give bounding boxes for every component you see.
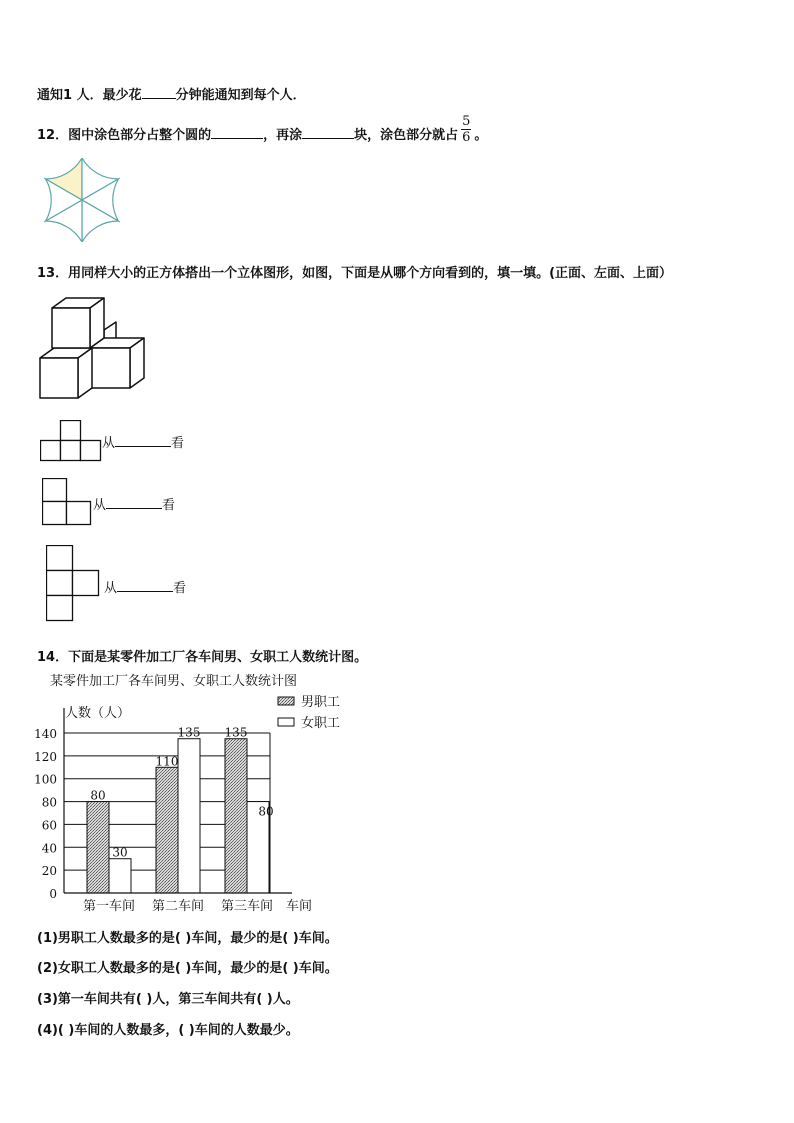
q14-text: 下面是某零件加工厂各车间男、女职工人数统计图。 (68, 650, 368, 665)
y-tick-label: 120 (34, 749, 57, 764)
view-1-blank[interactable] (115, 434, 171, 447)
view-2-suffix: 看 (162, 498, 176, 513)
view-2-blank[interactable] (106, 496, 162, 509)
q13-text: 用同样大小的正方体搭出一个立体图形，如图，下面是从哪个方向看到的，填一填。(正面、左面、上面） (68, 266, 673, 281)
view-3-label (104, 577, 186, 596)
q14-sub-3: (3)第一车间共有( )人，第三车间共有( )人。 (37, 992, 299, 1007)
y-tick-label: 80 (41, 795, 57, 810)
view-3-blank[interactable] (117, 579, 173, 592)
fraction-numerator: 5 (462, 114, 471, 129)
chart-xlabel: 车间 (286, 899, 313, 914)
bar-value-label: 80 (90, 788, 106, 803)
legend-label: 男职工 (301, 695, 341, 710)
y-tick-label: 140 (34, 727, 57, 741)
bar-female (178, 739, 200, 893)
q11-tail-line (37, 84, 306, 103)
q12-number: 12． (37, 128, 69, 143)
q14-line (37, 646, 367, 665)
q13-number: 13． (37, 266, 69, 281)
bar-value-label: 80 (258, 804, 274, 819)
y-tick-label: 0 (49, 887, 57, 901)
y-tick-label: 40 (41, 841, 57, 856)
legend-swatch (278, 718, 294, 726)
q12-blank-2[interactable] (302, 126, 354, 139)
q12-blank-1[interactable] (211, 126, 263, 139)
cube-3d-figure (38, 292, 150, 402)
view-3-figure (46, 545, 102, 623)
chart-title: 某零件加工厂各车间男、女职工人数统计图 (50, 674, 298, 689)
q12-text-4: 。 (474, 128, 488, 143)
pie-slices (46, 158, 119, 242)
q11-blank[interactable] (142, 86, 176, 99)
y-tick-label: 100 (34, 772, 57, 787)
view-2-figure (42, 478, 92, 526)
x-category-label: 第二车间 (151, 899, 205, 914)
cube-left-front (40, 358, 78, 398)
q11-text-after: 分钟能通知到每个人． (175, 88, 306, 103)
q14-sub-4: (4)( )车间的人数最多，( )车间的人数最少。 (37, 1023, 299, 1038)
q14-sub-2: (2)女职工人数最多的是( )车间，最少的是( )车间。 (37, 961, 338, 976)
q11-text-before: 通知1 人．最少花 (37, 88, 142, 103)
legend-label: 女职工 (301, 716, 341, 731)
bar-female (109, 859, 131, 893)
y-tick-label: 20 (41, 864, 57, 879)
chart-ylabel: 人数（人） (65, 706, 131, 721)
q12-text-3: 块，涂色部分就占 (354, 128, 459, 143)
q13-line (37, 262, 672, 281)
bar-value-label: 135 (224, 725, 248, 740)
cube-upper-front (52, 308, 90, 348)
q12-line (37, 114, 488, 151)
bar-chart (30, 668, 360, 918)
q12-text-1: 图中涂色部分占整个圆的 (68, 128, 212, 143)
view-1-figure (40, 420, 102, 462)
q12-pie-figure (36, 158, 128, 242)
chart-legend (278, 695, 340, 731)
bar-value-label: 110 (155, 754, 179, 769)
x-category-label: 第一车间 (82, 899, 136, 914)
q12-text-2: ，再涂 (263, 128, 303, 143)
view-3-prefix: 从 (104, 581, 118, 596)
chart-bars (83, 726, 274, 914)
view-1-suffix: 看 (171, 436, 185, 451)
view-1-prefix: 从 (102, 436, 116, 451)
bar-male (156, 767, 178, 893)
fraction-denominator: 6 (462, 130, 471, 145)
q14-sub-1: (1)男职工人数最多的是( )车间，最少的是( )车间。 (37, 931, 338, 946)
view-2-prefix: 从 (93, 498, 107, 513)
q14-number: 14． (37, 650, 69, 665)
bar-male (225, 739, 247, 893)
legend-swatch (278, 697, 294, 705)
bar-value-label: 30 (112, 845, 128, 860)
view-2-label (93, 494, 175, 513)
y-tick-label: 60 (41, 818, 57, 833)
bar-value-label: 135 (177, 725, 201, 740)
bar-male (87, 802, 109, 893)
q12-fraction (461, 114, 471, 145)
view-3-suffix: 看 (173, 581, 187, 596)
cube-right-front (90, 348, 130, 388)
x-category-label: 第三车间 (220, 899, 274, 914)
view-1-label (102, 432, 184, 451)
